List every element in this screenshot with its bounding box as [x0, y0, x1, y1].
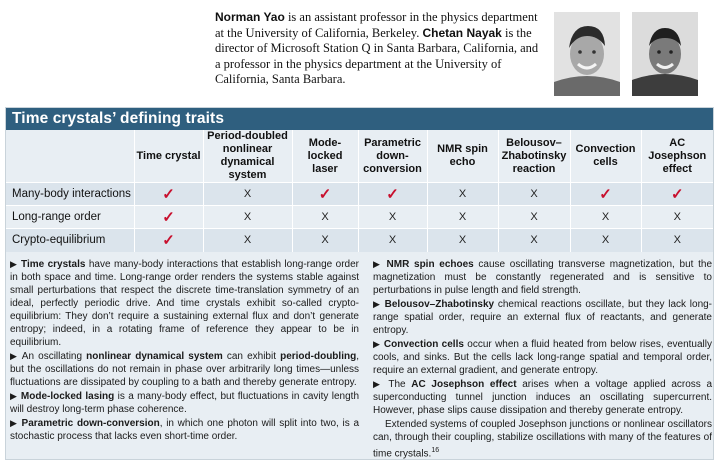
paragraph-parametric — [10, 417, 359, 443]
author1-name: Norman Yao — [215, 10, 285, 24]
term-josephson: AC Josephson effect — [411, 379, 517, 390]
x-mark: X — [601, 234, 610, 247]
term-nonlinear-system: nonlinear dynamical system — [86, 351, 223, 362]
x-mark: X — [530, 188, 538, 200]
paragraph-text: is a many-body effect, but fluctuations in cavity length will destroy long-term phase coherence. — [10, 391, 360, 415]
table-cell — [358, 206, 427, 229]
term-bz: Belousov–Zhabotinsky — [384, 299, 495, 310]
row-label: Many-body interactions — [6, 183, 134, 206]
table-cell — [427, 229, 498, 252]
paragraph-bz — [373, 298, 712, 337]
row-label: Long-range order — [6, 206, 134, 229]
check-mark-icon: ✓ — [318, 185, 332, 203]
column-header: Mode-locked laser — [292, 130, 358, 183]
author1-bio: is an assistant professor in the physics department at the University of California, Berkeley. — [215, 10, 538, 40]
term-parametric: Parametric down-conversion — [21, 418, 160, 429]
table-cell — [427, 183, 498, 206]
author2-photo — [632, 12, 698, 96]
paragraph-text: The — [382, 379, 412, 390]
traits-table — [6, 130, 713, 252]
x-mark: X — [458, 211, 467, 223]
table-cell — [641, 229, 713, 252]
triangle-bullet-icon: ▶ — [10, 259, 18, 269]
column-header: Period-doubled nonlinear dynamical system — [203, 130, 292, 183]
check-mark-icon: ✓ — [162, 208, 175, 226]
table-row — [6, 183, 713, 206]
table-cell — [292, 229, 358, 252]
x-mark: X — [243, 188, 252, 200]
explanation-text — [6, 258, 713, 460]
table-cell — [134, 206, 203, 229]
table-cell — [134, 183, 203, 206]
paragraph-text: cause oscillating transverse magnetization, but the magnetization must be constantly regenerated and is sensitive to perturbations in pulse length and field strength. — [373, 259, 713, 296]
bio-paragraph — [215, 10, 540, 88]
column-header: Belousov–Zhabotinsky reaction — [498, 130, 570, 183]
author2-bio: is the director of Microsoft Station Q in Santa Barbara, California, and a professor in the physics department at the University of California, Santa Barbara. — [215, 25, 539, 86]
x-mark: X — [530, 211, 538, 223]
paragraph-text: chemical reactions oscillate, but they lack long-range spatial order, require an external flux of reactants, and generate entropy. — [373, 299, 713, 336]
table-cell — [641, 183, 713, 206]
x-mark: X — [243, 211, 252, 223]
paragraph-text: arises when a voltage applied across a superconducting tunnel junction induces an oscillating supercurrent. However, phase slips cause dissipation and thereby generate entropy. — [373, 379, 713, 416]
row-label: Crypto-equilibrium — [6, 229, 134, 252]
author1-photo — [554, 12, 620, 96]
table-row — [6, 229, 713, 252]
triangle-bullet-icon: ▶ — [10, 391, 18, 401]
table-cell — [641, 206, 713, 229]
x-mark: X — [601, 211, 610, 223]
term-mode-locked: Mode-locked lasing — [20, 391, 115, 402]
text-column-left — [10, 258, 359, 444]
term-convection: Convection cells — [383, 339, 464, 350]
column-header: Time crystal — [134, 130, 203, 183]
paragraph-text: occur when a fluid heated from below rises, eventually cools, and sinks. But the cells lack long-range spatial and temporal order, require an external gradient, and generate entropy. — [373, 339, 713, 376]
table-cell — [203, 206, 292, 229]
paragraph-josephson — [373, 378, 712, 417]
x-mark: X — [321, 234, 329, 247]
check-mark-icon: ✓ — [162, 185, 175, 203]
x-mark: X — [458, 188, 467, 200]
triangle-bullet-icon: ▶ — [10, 418, 18, 428]
x-mark: X — [321, 211, 329, 223]
x-mark: X — [673, 211, 681, 223]
table-cell — [570, 229, 641, 252]
table-cell — [570, 206, 641, 229]
paragraph-text: , but the oscillations do not remain in phase over arbitrarily long times—unless fluctuations are dissipated by coupling to a bath and thereby generate entropy. — [10, 351, 359, 388]
table-title: Time crystals’ defining traits — [6, 108, 713, 130]
check-mark-icon: ✓ — [670, 185, 684, 203]
table-cell — [292, 206, 358, 229]
triangle-bullet-icon: ▶ — [373, 379, 383, 389]
table-cell — [498, 206, 570, 229]
check-mark-icon: ✓ — [599, 185, 612, 203]
triangle-bullet-icon: ▶ — [373, 339, 381, 349]
paragraph-text: Extended systems of coupled Josephson junctions or nonlinear oscillators can, through their coupling, stabilize oscillations with many of the features of time crystals. — [373, 419, 712, 460]
triangle-bullet-icon: ▶ — [373, 299, 381, 309]
paragraph-nonlinear — [10, 350, 359, 389]
term-period-doubling: period-doubling — [280, 351, 357, 362]
check-mark-icon: ✓ — [386, 185, 399, 203]
paragraph-text: can exhibit — [222, 351, 281, 362]
paragraph-mode-locked — [10, 390, 359, 416]
reference-number: 16 — [431, 447, 440, 454]
x-mark: X — [243, 234, 252, 247]
table-corner — [6, 130, 134, 183]
check-mark-icon: ✓ — [162, 231, 175, 249]
table-cell — [498, 183, 570, 206]
paragraph-text: , in which one photon will split into two, is a stochastic process that lacks even short-time order. — [10, 418, 360, 442]
column-header: NMR spin echo — [427, 130, 498, 183]
triangle-bullet-icon: ▶ — [373, 259, 382, 269]
table-row — [6, 206, 713, 229]
x-mark: X — [530, 234, 538, 247]
table-cell — [203, 229, 292, 252]
table-cell — [292, 183, 358, 206]
table-cell — [358, 229, 427, 252]
table-cell — [498, 229, 570, 252]
x-mark: X — [458, 234, 467, 247]
table-cell — [570, 183, 641, 206]
triangle-bullet-icon: ▶ — [10, 351, 19, 361]
paragraph-convection — [373, 338, 712, 377]
paragraph-nmr — [373, 258, 712, 297]
table-header-row — [6, 130, 713, 183]
x-mark: X — [673, 234, 681, 247]
column-header: Parametric down-conversion — [358, 130, 427, 183]
table-cell — [203, 183, 292, 206]
column-header: Convection cells — [570, 130, 641, 183]
x-mark: X — [388, 211, 397, 223]
text-column-right — [373, 258, 712, 461]
column-header: AC Josephson effect — [641, 130, 713, 183]
table-cell — [358, 183, 427, 206]
paragraph-text: An oscillating — [18, 351, 87, 362]
x-mark: X — [388, 234, 397, 247]
paragraph-extended — [373, 418, 712, 460]
term-nmr: NMR spin echoes — [386, 259, 474, 270]
author2-name: Chetan Nayak — [422, 25, 502, 40]
paragraph-text: have many-body interactions that establish long-range order in both space and time. Long-range order renders the systems stable against small perturbations that respect the discrete time-translation symmetry of an ideal, perfectly periodic drive. And time crystals exhibit so-called crypto-equilibrium: They don’t require a sustaining external flux and don’t generate entropy; indeed, in a rotating frame of reference they appear to be in equilibrium. — [10, 259, 360, 348]
author-bios — [215, 10, 540, 88]
term-time-crystals: Time crystals — [21, 259, 86, 270]
table-cell — [427, 206, 498, 229]
table-cell — [134, 229, 203, 252]
paragraph-time-crystals — [10, 258, 359, 349]
